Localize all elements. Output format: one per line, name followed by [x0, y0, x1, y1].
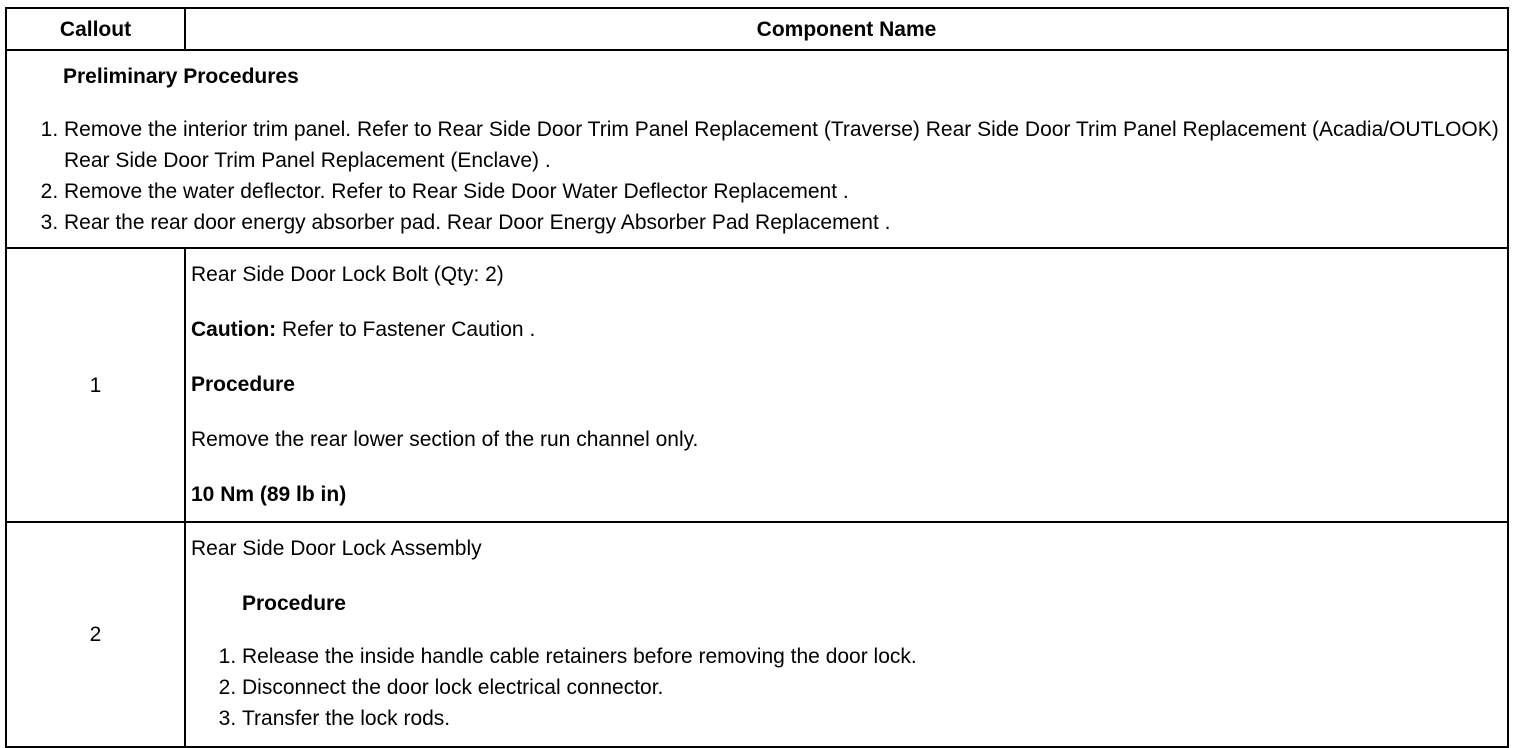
- header-row: [6, 8, 1508, 50]
- preliminary-step: 3. Rear the rear door energy absorber pad. Rear Door Energy Absorber Pad Replacement .: [64, 207, 1507, 238]
- preliminary-step: 1. Remove the interior trim panel. Refer to Rear Side Door Trim Panel Replacement (Traverse) Rear Side Door Trim Panel Replacement (Acadia/OUTLOOK) Rear Side Door Trim Panel Replacement (Enclave) .: [64, 114, 1507, 176]
- caution-text: Refer to Fastener Caution .: [276, 318, 536, 341]
- procedure-title: Procedure: [242, 592, 346, 615]
- procedure-steps: [191, 641, 1507, 734]
- callout-number: 1: [6, 248, 185, 522]
- component-name: Rear Side Door Lock Assembly: [191, 537, 482, 560]
- component-name: Rear Side Door Lock Bolt (Qty: 2): [191, 263, 504, 286]
- preliminary-title: Preliminary Procedures: [63, 65, 299, 88]
- component-cell: [185, 248, 1508, 522]
- procedure-step: 3. Transfer the lock rods.: [242, 703, 1507, 734]
- component-cell: [185, 522, 1508, 747]
- procedure-title: Procedure: [191, 373, 295, 396]
- preliminary-step: 2. Remove the water deflector. Refer to Rear Side Door Water Deflector Replacement .: [64, 176, 1507, 207]
- component-table: [5, 7, 1509, 748]
- preliminary-procedures: [6, 50, 1508, 248]
- procedure-text: Remove the rear lower section of the run channel only.: [191, 428, 699, 451]
- procedure-step: 2. Disconnect the door lock electrical connector.: [242, 672, 1507, 703]
- callout-number: 2: [6, 522, 185, 747]
- preliminary-steps: [7, 114, 1507, 238]
- torque-spec: 10 Nm (89 lb in): [191, 483, 347, 506]
- header-component-name: Component Name: [185, 8, 1508, 50]
- table-row: [6, 248, 1508, 522]
- header-callout: Callout: [6, 8, 185, 50]
- table-row: [6, 522, 1508, 747]
- caution-note: [191, 314, 1507, 345]
- preliminary-row: [6, 50, 1508, 248]
- procedure-step: 1. Release the inside handle cable retainers before removing the door lock.: [242, 641, 1507, 672]
- caution-label: Caution:: [191, 318, 277, 341]
